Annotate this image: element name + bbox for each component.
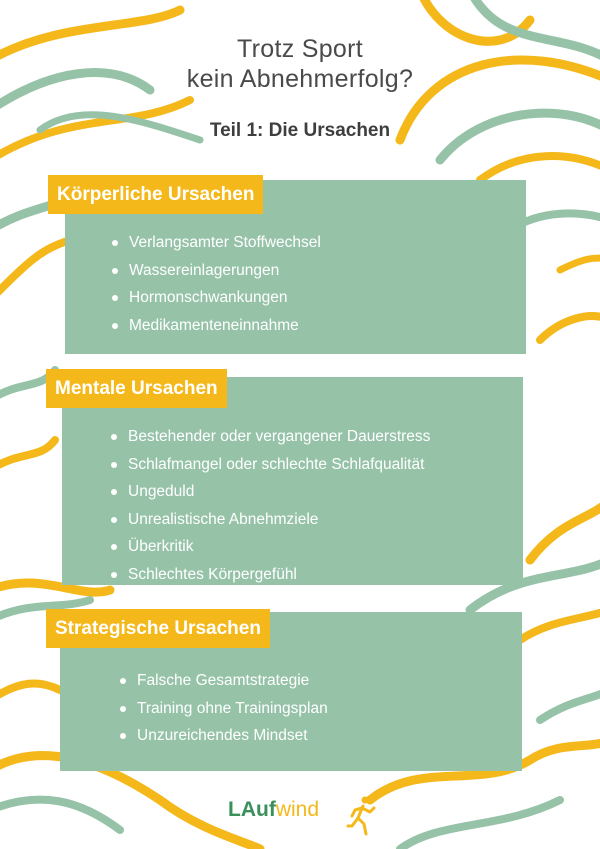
- page-title-line-1: Trotz Sport: [236, 35, 364, 63]
- section-heading-mentale: Mentale Ursachen: [46, 369, 227, 408]
- list-item: Wassereinlagerungen: [112, 257, 321, 285]
- logo-part-1: LAuf: [228, 798, 276, 821]
- section-list-mentale: [111, 423, 430, 588]
- page-subtitle: Teil 1: Die Ursachen: [209, 120, 391, 141]
- logo-wordmark: [228, 798, 319, 822]
- list-item: Schlechtes Körpergefühl: [111, 561, 430, 589]
- list-item: Verlangsamter Stoffwechsel: [112, 229, 321, 257]
- brand-logo: [228, 794, 378, 838]
- section-heading-strategische: Strategische Ursachen: [46, 609, 270, 648]
- section-heading-koerperliche: Körperliche Ursachen: [48, 175, 263, 214]
- list-item: Überkritik: [111, 533, 430, 561]
- list-item: Medikamenteneinnahme: [112, 312, 321, 340]
- section-list-strategische: [120, 667, 328, 750]
- list-item: Bestehender oder vergangener Dauerstress: [111, 423, 430, 451]
- list-item: Hormonschwankungen: [112, 284, 321, 312]
- list-item: Ungeduld: [111, 478, 430, 506]
- list-item: Falsche Gesamtstrategie: [120, 667, 328, 695]
- list-item: Unzureichendes Mindset: [120, 722, 328, 750]
- logo-part-2: wind: [275, 798, 320, 821]
- list-item: Schlafmangel oder schlechte Schlafqualität: [111, 451, 430, 479]
- list-item: Unrealistische Abnehmziele: [111, 506, 430, 534]
- runner-icon: [346, 794, 376, 838]
- section-list-koerperliche: [112, 229, 321, 339]
- list-item: Training ohne Trainingsplan: [120, 695, 328, 723]
- page-title-line-2: kein Abnehmerfolg?: [186, 65, 414, 93]
